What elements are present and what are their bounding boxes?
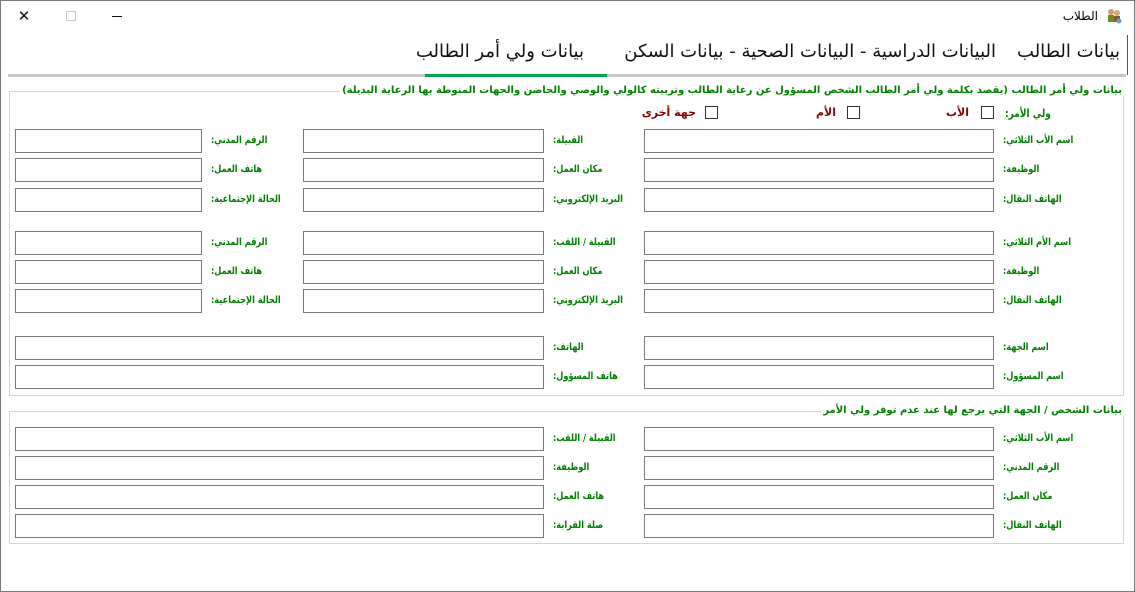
mother-field-input[interactable] [303, 289, 544, 313]
father-field-input[interactable] [644, 158, 994, 182]
close-button[interactable] [1, 1, 47, 31]
mother-field-input[interactable] [644, 289, 994, 313]
father-field-input[interactable] [303, 129, 544, 153]
entity-field-input[interactable] [644, 336, 994, 360]
mother-field-input[interactable] [15, 231, 202, 255]
mother-field-label: مكان العمل: [553, 266, 603, 277]
father-field-input[interactable] [644, 188, 994, 212]
alternate-field-input[interactable] [644, 485, 994, 509]
other-entity-checkbox[interactable] [705, 106, 718, 119]
entity-field-label: اسم المسؤول: [1003, 371, 1064, 382]
alternate-field-label: صلة القرابة: [553, 520, 604, 531]
entity-field-label: الهاتف: [553, 342, 584, 353]
father-field-input[interactable] [644, 129, 994, 153]
alternate-field-label: الوظيفة: [553, 462, 590, 473]
guardian-group-legend: بيانات ولي أمر الطالب (يقصد بكلمة ولي أمر الطالب الشخص المسؤول عن رعاية الطالب وتربيته كالولي والوصي والحاضن والجهات المنوطة بها الرعاية البديلة) [342, 85, 1122, 96]
father-field-input[interactable] [15, 158, 202, 182]
minimize-button[interactable] [94, 1, 140, 31]
father-field-label: اسم الأب الثلاثي: [1003, 135, 1074, 146]
father-field-label: الرقم المدني: [211, 135, 268, 146]
mother-field-input[interactable] [303, 231, 544, 255]
mother-field-input[interactable] [644, 231, 994, 255]
window-title: الطلاب [1062, 9, 1098, 23]
mother-field-label: هاتف العمل: [211, 266, 263, 277]
alternate-field-input[interactable] [15, 485, 544, 509]
alternate-field-input[interactable] [15, 456, 544, 480]
alternate-field-label: الهاتف النقال: [1003, 520, 1062, 531]
entity-field-input[interactable] [15, 365, 544, 389]
father-field-input[interactable] [15, 129, 202, 153]
alternate-group-legend: بيانات الشخص / الجهة التي يرجع لها عند عدم توفر ولي الأمر [823, 405, 1122, 416]
students-app-icon [1106, 8, 1122, 24]
father-field-label: هاتف العمل: [211, 164, 263, 175]
alternate-field-label: الرقم المدني: [1003, 462, 1060, 473]
mother-field-label: البريد الإلكتروني: [553, 295, 623, 306]
mother-field-label: الوظيفة: [1003, 266, 1040, 277]
father-field-label: مكان العمل: [553, 164, 603, 175]
mother-field-input[interactable] [303, 260, 544, 284]
tab-study-health-housing[interactable]: البيانات الدراسية - البيانات الصحية - بيانات السكن [624, 41, 996, 62]
alternate-field-label: هاتف العمل: [553, 491, 605, 502]
alternate-field-input[interactable] [15, 514, 544, 538]
alternate-field-label: مكان العمل: [1003, 491, 1053, 502]
mother-field-input[interactable] [15, 289, 202, 313]
tab-strip-edge [1127, 35, 1128, 75]
mother-field-label: الرقم المدني: [211, 237, 268, 248]
alternate-field-input[interactable] [15, 427, 544, 451]
father-field-input[interactable] [15, 188, 202, 212]
other-entity-checkbox-label: جهة أخرى [641, 106, 696, 119]
close-icon: ✕ [17, 7, 31, 25]
alternate-field-input[interactable] [644, 514, 994, 538]
father-field-input[interactable] [303, 188, 544, 212]
guardian-label: ولي الأمر: [1005, 107, 1051, 120]
mother-field-input[interactable] [15, 260, 202, 284]
mother-field-label: الحالة الإجتماعية: [211, 295, 281, 306]
maximize-icon [66, 11, 76, 21]
mother-field-label: الهاتف النقال: [1003, 295, 1062, 306]
entity-field-label: هاتف المسؤول: [553, 371, 618, 382]
alternate-field-label: القبيلة / اللقب: [553, 433, 616, 444]
alternate-field-label: اسم الأب الثلاثي: [1003, 433, 1074, 444]
tab-student-data[interactable]: بيانات الطالب [1017, 41, 1120, 62]
mother-field-input[interactable] [644, 260, 994, 284]
entity-field-input[interactable] [15, 336, 544, 360]
father-field-label: الوظيفة: [1003, 164, 1040, 175]
father-field-input[interactable] [303, 158, 544, 182]
active-tab-indicator [425, 74, 607, 77]
mother-checkbox-label: الأم [815, 106, 836, 119]
mother-field-label: القبيلة / اللقب: [553, 237, 616, 248]
father-field-label: الحالة الإجتماعية: [211, 194, 281, 205]
maximize-button[interactable] [48, 1, 94, 31]
entity-field-label: اسم الجهة: [1003, 342, 1049, 353]
father-checkbox[interactable] [981, 106, 994, 119]
alternate-field-input[interactable] [644, 456, 994, 480]
father-field-label: البريد الإلكتروني: [553, 194, 623, 205]
tab-guardian-data[interactable]: بيانات ولي أمر الطالب [415, 41, 584, 62]
father-checkbox-label: الأب [945, 106, 969, 119]
mother-checkbox[interactable] [847, 106, 860, 119]
entity-field-input[interactable] [644, 365, 994, 389]
minimize-icon [112, 16, 122, 17]
mother-field-label: اسم الأم الثلاثي: [1003, 237, 1072, 248]
alternate-field-input[interactable] [644, 427, 994, 451]
father-field-label: القبيلة: [553, 135, 584, 146]
father-field-label: الهاتف النقال: [1003, 194, 1062, 205]
